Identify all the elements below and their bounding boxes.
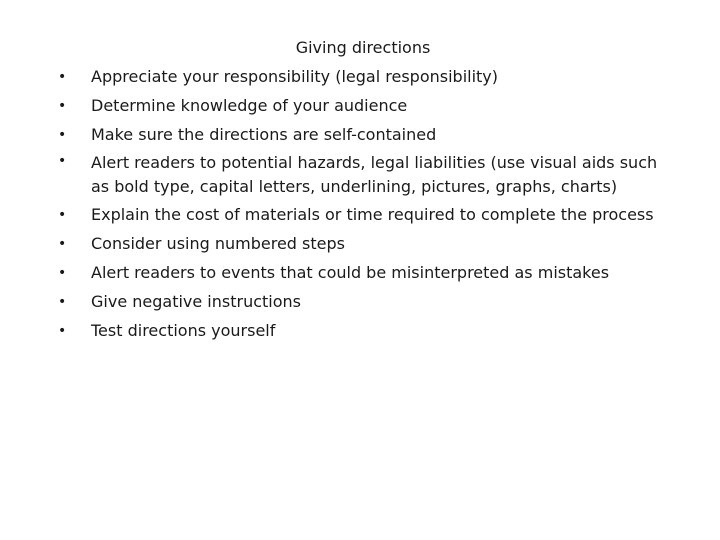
bullet-icon: • xyxy=(58,236,67,253)
bullet-text: Consider using numbered steps xyxy=(91,234,345,254)
list-item xyxy=(58,149,672,201)
bullet-text: Determine knowledge of your audience xyxy=(91,95,408,115)
bullet-text: Appreciate your responsibility (legal responsibility) xyxy=(91,67,499,86)
list-item xyxy=(58,201,672,230)
bullet-icon: • xyxy=(58,126,67,143)
bullet-text: Give negative instructions xyxy=(91,291,301,311)
bullet-list xyxy=(58,63,672,345)
list-item xyxy=(58,230,672,259)
bullet-icon: • xyxy=(58,69,67,85)
bullet-icon: • xyxy=(58,207,67,224)
list-item xyxy=(58,121,672,150)
list-item xyxy=(58,63,672,92)
list-item xyxy=(58,92,672,121)
list-item xyxy=(58,317,672,346)
bullet-text: Alert readers to events that could be misinterpreted as mistakes xyxy=(91,262,610,282)
list-item xyxy=(58,259,672,288)
bullet-icon: • xyxy=(58,264,67,281)
bullet-text: Explain the cost of materials or time required to complete the process xyxy=(91,205,654,225)
bullet-icon: • xyxy=(58,293,67,310)
bullet-text: Alert readers to potential hazards, legal liabilities (use visual aids such as bold type, capital letters, underlining, pictures, graphs, charts) xyxy=(91,153,658,197)
bullet-icon: • xyxy=(58,153,67,170)
bullet-icon: • xyxy=(58,97,67,114)
bullet-text: Make sure the directions are self-contained xyxy=(91,124,437,144)
list-item xyxy=(58,288,672,317)
bullet-text: Test directions yourself xyxy=(91,320,276,340)
bullet-icon: • xyxy=(58,322,67,339)
slide-title: Giving directions xyxy=(295,38,431,57)
